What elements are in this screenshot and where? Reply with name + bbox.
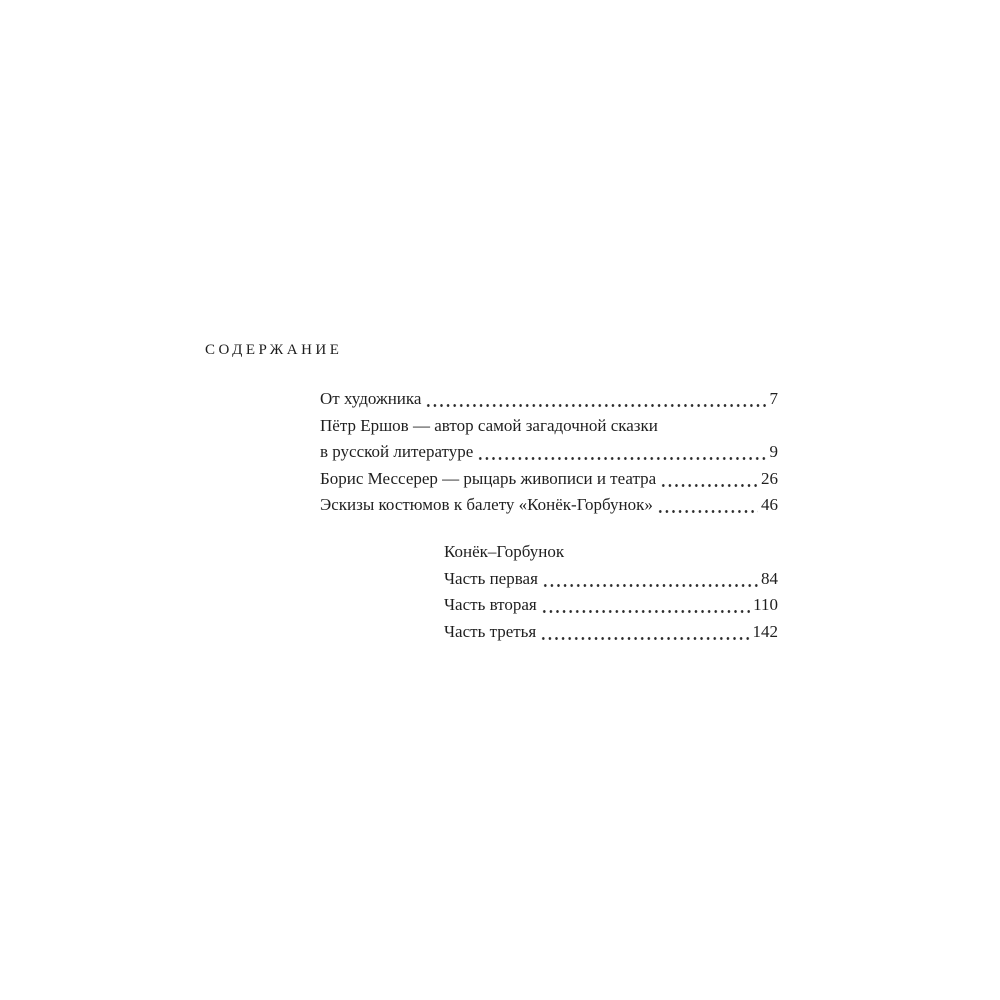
dot-leader [477,439,766,466]
toc-entry-page: 9 [769,442,778,462]
toc-entry-row [320,492,778,519]
dot-leader [660,466,758,493]
toc-section-title: Конёк–Горбунок [444,542,565,561]
toc-entry-row [320,413,778,440]
toc-entry-page: 84 [761,568,778,588]
toc-entry-page: 110 [753,595,778,615]
dot-leader [542,566,758,593]
toc-entry-title: Часть первая [444,568,538,588]
toc-entry-row [320,386,778,413]
dot-leader [568,539,775,566]
toc-entry-title: Борис Мессерер — рыцарь живописи и театра [320,468,657,488]
dot-leader [657,492,758,519]
toc-entry-page: 142 [752,621,778,641]
dot-leader [540,619,749,646]
toc-section-title-row [444,539,778,566]
toc-entry-page: 46 [761,495,778,515]
toc-entry-title: Часть третья [444,621,537,641]
toc-entry-title: Эскизы костюмов к балету «Конёк-Горбунок» [320,495,653,515]
toc-entry-row [444,619,778,646]
toc-entry-row [444,566,778,593]
dot-leader [662,413,775,440]
toc-entry-title: Часть вторая [444,595,537,615]
toc-section-konek-gorbunok [444,539,778,645]
dot-leader [425,386,766,413]
toc-entry-row [320,466,778,493]
dot-leader [541,592,750,619]
toc-entry-title: в русской литературе [320,442,474,462]
toc-entry-page: 26 [761,468,778,488]
toc-entry-row [320,439,778,466]
toc-entry-page: 7 [769,389,778,408]
toc-entry-title: От художника [320,389,422,408]
toc-entry-row [444,592,778,619]
toc-section-main [320,386,778,519]
contents-heading: СОДЕРЖАНИЕ [205,342,343,358]
toc-entry-title: Пётр Ершов — автор самой загадочной сказки [320,415,658,435]
